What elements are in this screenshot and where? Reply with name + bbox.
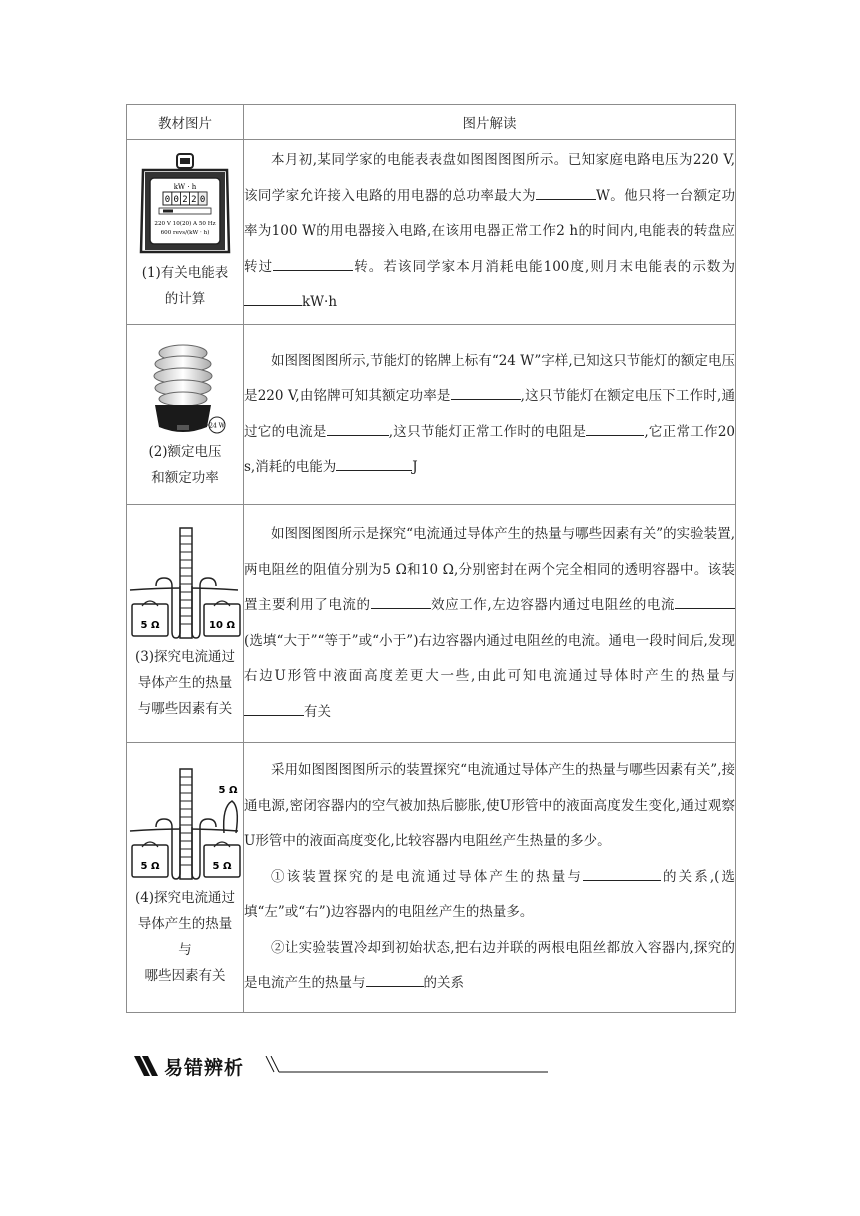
answer-blank[interactable] xyxy=(336,456,412,471)
table-row-apparatus-3 xyxy=(127,505,736,743)
meter-digit-2: 0 xyxy=(173,195,179,205)
right-resistor-label: 5 Ω xyxy=(212,860,232,872)
meter-image-cell xyxy=(127,140,244,325)
section-title: 易错辨析 xyxy=(164,1057,245,1079)
bulb-image-cell xyxy=(127,325,244,505)
meter-digit-3: 2 xyxy=(182,195,188,205)
meter-rating-line: 220 V 10(20) A 50 Hz xyxy=(154,221,216,227)
left-resistor-label: 5 Ω xyxy=(140,860,160,872)
caption-apparatus-3: (3)探究电流通过 导体产生的热量 与哪些因素有关 xyxy=(134,648,236,717)
text-meter xyxy=(244,140,736,325)
textbook-table xyxy=(126,104,736,1013)
caption-meter: (1)有关电能表 的计算 xyxy=(141,265,229,307)
paragraph-bulb: 如图图图图所示,节能灯的铭牌上标有“24 W”字样,已知这只节能灯的额定电压是220 V,由铭牌可知其额定功率是 ,这只节能灯在额定电压下工作时,通过它的电流是 ,这只节能灯正常工作时的电阻是 ,它正常工作20 s,消耗的电能为 J xyxy=(244,352,735,475)
answer-blank[interactable] xyxy=(327,421,389,436)
top-resistor-label: 5 Ω xyxy=(218,784,238,796)
table-row-apparatus-4 xyxy=(127,743,736,1013)
right-resistor-label: 10 Ω xyxy=(209,619,235,631)
answer-blank[interactable] xyxy=(244,701,304,716)
section-underline xyxy=(264,1056,550,1076)
meter-digit-4: 2 xyxy=(191,195,197,205)
answer-blank[interactable] xyxy=(366,972,424,987)
apparatus-4-image-cell xyxy=(127,743,244,1013)
answer-blank[interactable] xyxy=(536,185,596,200)
apparatus-3-image-cell xyxy=(127,505,244,743)
section-slash-icon xyxy=(132,1054,158,1078)
answer-blank[interactable] xyxy=(244,291,302,306)
paragraph-apparatus-4-intro: 采用如图图图图所示的装置探究“电流通过导体产生的热量与哪些因素有关”,接通电源,密闭容器内的空气被加热后膨胀,使U形管中的液面高度发生变化,通过观察U形管中的液面高度变化,比较容器内电阻丝产生热量的多少。 xyxy=(244,762,735,850)
table-row-bulb xyxy=(127,325,736,505)
meter-revs-line: 600 revs/(kW · h) xyxy=(160,230,210,236)
answer-blank[interactable] xyxy=(675,594,735,609)
meter-digit-1: 0 xyxy=(164,195,171,205)
bulb-badge-label: 24 W xyxy=(209,422,225,429)
meter-digit-5: 0 xyxy=(199,195,206,205)
text-apparatus-3 xyxy=(244,505,736,743)
answer-blank[interactable] xyxy=(371,594,431,609)
paragraph-meter: 本月初,某同学家的电能表表盘如图图图图所示。已知家庭电路电压为220 V,该同学家允许接入电路的用电器的总功率最大为 W。他只将一台额定功率为100 W的用电器接入电路,在该用电器正常工作2 h的时间内,电能表的转盘应转过 转。若该同学家本月消耗电能100度,则月末电能表的示数为kW·h xyxy=(244,152,735,311)
electric-meter-image xyxy=(137,152,233,260)
question-2: ②让实验装置冷却到初始状态,把右边并联的两根电阻丝都放入容器内,探究的是电流产生的热量与 的关系 xyxy=(244,939,735,992)
text-bulb xyxy=(244,325,736,505)
paragraph-apparatus-3: 如图图图图所示是探究“电流通过导体产生的热量与哪些因素有关”的实验装置,两电阻丝的阻值分别为5 Ω和10 Ω,分别密封在两个完全相同的透明容器中。该装置主要利用了电流的 效应工作,左边容器内通过电阻丝的电流(选填“大于”“等于”或“小于”)右边容器内通过电阻丝的电流。通电一段时间后,发现右边U形管中液面高度差更大一些,由此可知电流通过导体时产生的热量与有关 xyxy=(244,526,735,720)
joule-heating-apparatus-image xyxy=(128,526,242,644)
caption-bulb: (2)额定电压 和额定功率 xyxy=(148,443,222,486)
parallel-resistor-apparatus-image xyxy=(128,767,242,885)
question-1: ①该装置探究的是电流通过导体产生的热量与 的关系,(选填“左”或“右”)边容器内的电阻丝产生的热量多。 xyxy=(244,860,735,931)
energy-saving-bulb-image xyxy=(137,339,233,439)
answer-blank[interactable] xyxy=(451,385,521,400)
answer-blank[interactable] xyxy=(273,256,353,271)
answer-blank[interactable] xyxy=(583,866,661,881)
table-row-meter xyxy=(127,140,736,325)
section-header xyxy=(132,1052,552,1080)
left-resistor-label: 5 Ω xyxy=(140,619,160,631)
answer-blank[interactable] xyxy=(586,421,644,436)
caption-apparatus-4: (4)探究电流通过 导体产生的热量 与 哪些因素有关 xyxy=(134,889,236,984)
header-images: 教材图片 xyxy=(127,105,244,140)
meter-unit-label: kW · h xyxy=(173,183,197,191)
header-interpretation: 图片解读 xyxy=(244,105,736,140)
text-apparatus-4 xyxy=(244,743,736,1013)
